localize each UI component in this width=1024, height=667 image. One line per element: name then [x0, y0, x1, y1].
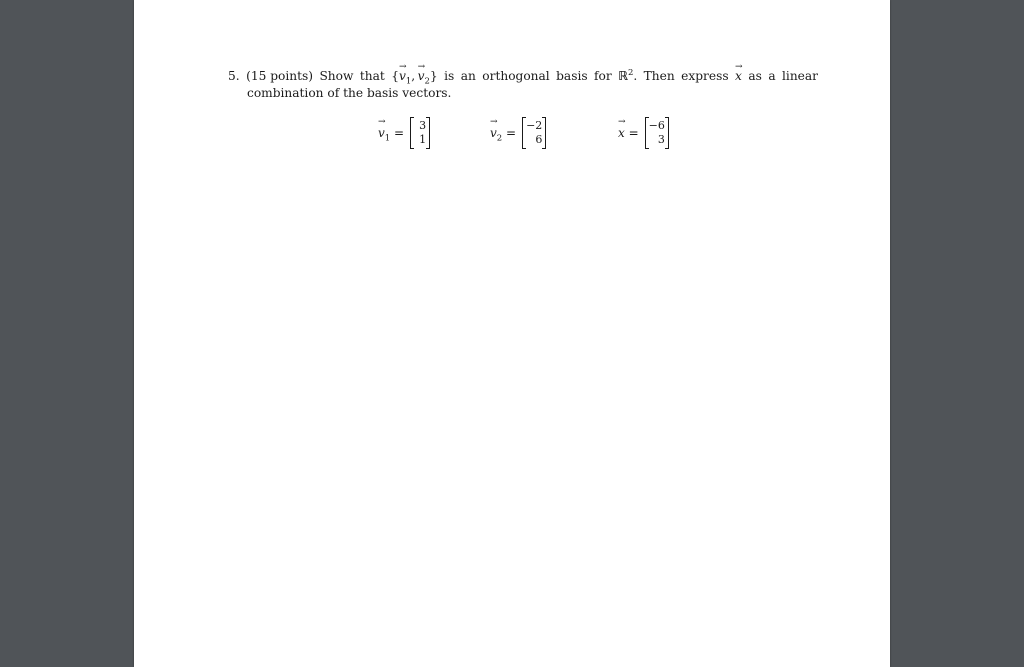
matrix-entry: −2	[526, 119, 543, 132]
vector-x-matrix	[645, 117, 669, 149]
reals-symbol: ℝ$^2$.	[618, 67, 638, 83]
vector-v1	[378, 114, 430, 152]
problem-line-1	[228, 68, 818, 85]
problem-line-2: combination of the basis vectors.	[247, 86, 452, 100]
matrix-entry: 3	[419, 119, 427, 132]
word: an	[460, 69, 476, 83]
word: is	[444, 69, 455, 83]
matrix-entry: −6	[648, 119, 665, 132]
matrix-entry: 6	[535, 133, 543, 146]
vector-definitions	[134, 114, 890, 154]
word: express	[681, 69, 729, 83]
v2-symbol: → v	[418, 68, 425, 85]
vector-v2	[490, 114, 546, 152]
word: a	[768, 69, 776, 83]
problem-points: (15 points)	[246, 69, 314, 83]
vector-v2-matrix	[522, 117, 546, 149]
word: basis	[556, 69, 588, 83]
word: Then	[643, 69, 675, 83]
matrix-entry: 3	[657, 133, 665, 146]
word: orthogonal	[482, 69, 550, 83]
word: Show	[319, 69, 354, 83]
x-symbol: → x	[735, 68, 742, 85]
word: for	[594, 69, 612, 83]
problem-5	[228, 68, 818, 102]
problem-number: 5.	[228, 69, 240, 83]
word: that	[359, 69, 385, 83]
v1-symbol: → v	[399, 68, 406, 85]
matrix-entry: 1	[419, 133, 427, 146]
vector-v2-label: → $v_2$ =	[490, 126, 516, 140]
word: linear	[782, 69, 818, 83]
basis-set: {→ $v_1$, → $v_2$}	[391, 68, 437, 85]
word: as	[748, 69, 762, 83]
vector-v1-label: → $v_1$ =	[378, 126, 404, 140]
vector-x-label: → x =	[618, 126, 639, 140]
vector-v1-matrix	[410, 117, 430, 149]
document-page	[134, 0, 890, 667]
vector-x	[618, 114, 669, 152]
